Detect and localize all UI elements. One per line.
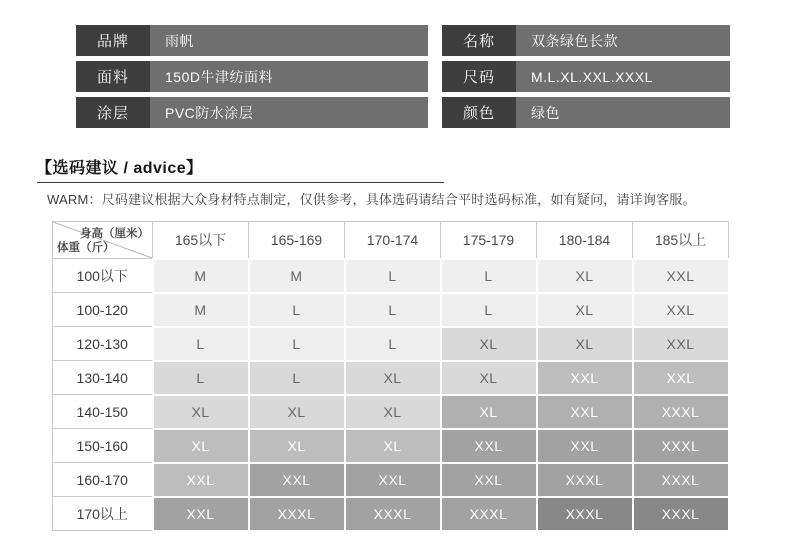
row-label: 150-160 [53, 429, 153, 463]
size-cell: XXL [441, 463, 537, 497]
size-cell: XL [537, 293, 633, 327]
spec-row-brand [76, 25, 428, 56]
row-label: 170以上 [53, 497, 153, 531]
size-cell: XXXL [441, 497, 537, 531]
table-row [53, 497, 729, 531]
column-header: 165-169 [249, 222, 345, 259]
size-cell: XL [345, 361, 441, 395]
spec-label: 颜色 [442, 97, 516, 128]
size-cell: L [345, 259, 441, 293]
spec-label: 面料 [76, 61, 150, 92]
size-cell: XL [441, 361, 537, 395]
column-header: 180-184 [537, 222, 633, 259]
header-row [53, 222, 729, 259]
spec-value: 双条绿色长款 [516, 25, 730, 56]
size-cell: XXL [441, 429, 537, 463]
spec-row-color [442, 97, 730, 128]
warm-note: WARM：尺码建议根据大众身材特点制定，仅供参考，具体选码请结合平时选码标准，如有疑问，请详询客服。 [47, 192, 696, 207]
size-cell: XXL [153, 497, 249, 531]
size-cell: XL [345, 429, 441, 463]
size-cell: XXL [537, 429, 633, 463]
size-cell: L [153, 361, 249, 395]
spec-label: 名称 [442, 25, 516, 56]
spec-box-left [76, 25, 428, 133]
size-cell: XXXL [633, 463, 729, 497]
corner-weight-label: 体重（斤） [57, 242, 115, 254]
size-cell: XXL [633, 327, 729, 361]
corner-cell [53, 222, 153, 259]
size-cell: XXXL [633, 429, 729, 463]
size-cell: XXXL [537, 497, 633, 531]
spec-value: M.L.XL.XXL.XXXL [516, 61, 730, 92]
column-header: 165以下 [153, 222, 249, 259]
spec-row-coating [76, 97, 428, 128]
section-title: 【选码建议 / advice】 [36, 160, 203, 177]
size-cell: XL [441, 395, 537, 429]
spec-box-right [442, 25, 730, 133]
table-row [53, 259, 729, 293]
size-cell: L [345, 293, 441, 327]
size-cell: XL [345, 395, 441, 429]
size-cell: XXL [633, 259, 729, 293]
size-cell: XL [249, 395, 345, 429]
row-label: 140-150 [53, 395, 153, 429]
row-label: 160-170 [53, 463, 153, 497]
size-cell: XXXL [345, 497, 441, 531]
size-cell: XXL [633, 361, 729, 395]
size-cell: XXL [345, 463, 441, 497]
corner-height-label: 身高（厘米） [80, 228, 149, 240]
spec-label: 尺码 [442, 61, 516, 92]
column-header: 170-174 [345, 222, 441, 259]
table-row [53, 361, 729, 395]
size-cell: L [441, 259, 537, 293]
spec-row-name [442, 25, 730, 56]
size-cell: XXL [537, 361, 633, 395]
size-cell: XL [249, 429, 345, 463]
spec-value: 绿色 [516, 97, 730, 128]
size-cell: M [153, 293, 249, 327]
size-cell: L [249, 293, 345, 327]
spec-value: 150D牛津纺面料 [150, 61, 428, 92]
spec-row-size [442, 61, 730, 92]
size-cell: XXL [633, 293, 729, 327]
table-row [53, 327, 729, 361]
size-cell: XXL [153, 463, 249, 497]
size-cell: L [441, 293, 537, 327]
row-label: 120-130 [53, 327, 153, 361]
row-label: 100-120 [53, 293, 153, 327]
size-cell: XXL [537, 395, 633, 429]
size-cell: XL [153, 395, 249, 429]
size-cell: XXXL [633, 395, 729, 429]
size-cell: XL [537, 259, 633, 293]
column-header: 185以上 [633, 222, 729, 259]
size-cell: XXXL [249, 497, 345, 531]
table-row [53, 429, 729, 463]
size-cell: L [249, 361, 345, 395]
title-underline [37, 182, 444, 183]
spec-value: 雨帆 [150, 25, 428, 56]
size-cell: M [249, 259, 345, 293]
table-row [53, 293, 729, 327]
size-cell: L [249, 327, 345, 361]
size-chart-table [52, 221, 730, 532]
size-cell: XXXL [633, 497, 729, 531]
size-cell: L [153, 327, 249, 361]
table-row [53, 463, 729, 497]
table-row [53, 395, 729, 429]
spec-label: 涂层 [76, 97, 150, 128]
spec-label: 品牌 [76, 25, 150, 56]
size-cell: XXXL [537, 463, 633, 497]
size-cell: XXL [249, 463, 345, 497]
spec-row-fabric [76, 61, 428, 92]
row-label: 130-140 [53, 361, 153, 395]
row-label: 100以下 [53, 259, 153, 293]
size-cell: M [153, 259, 249, 293]
size-cell: XL [537, 327, 633, 361]
size-cell: XL [441, 327, 537, 361]
size-cell: XL [153, 429, 249, 463]
size-cell: L [345, 327, 441, 361]
spec-value: PVC防水涂层 [150, 97, 428, 128]
column-header: 175-179 [441, 222, 537, 259]
